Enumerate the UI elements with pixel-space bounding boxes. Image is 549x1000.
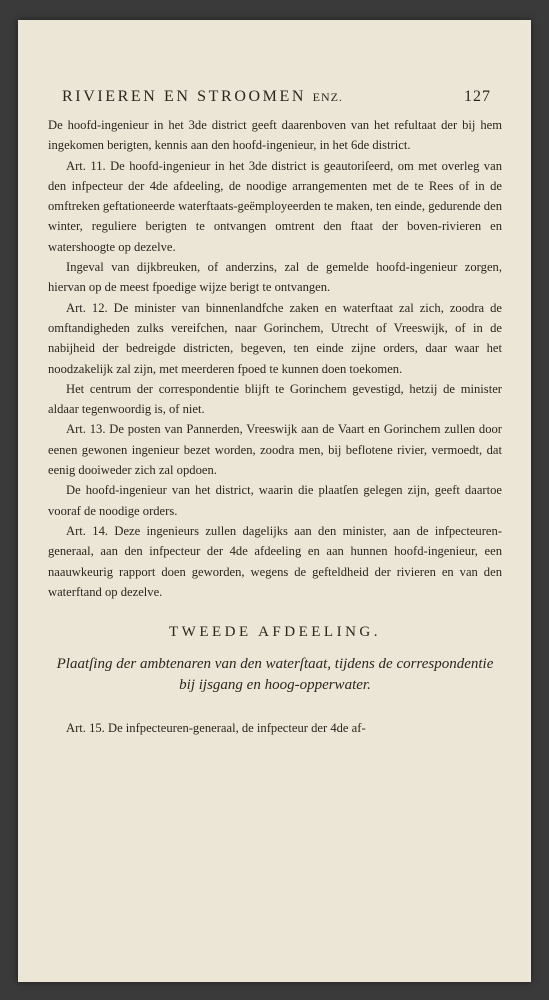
- section-subtitle: Plaatſing der ambtenaren van den waterſtaat, tijdens de correspondentie bij ijsgang en hoog-opperwater.: [56, 656, 494, 694]
- running-title-suffix: ENZ.: [312, 90, 343, 104]
- running-title: RIVIEREN EN STROOMEN: [62, 88, 306, 105]
- book-page: [18, 20, 531, 982]
- paragraph-3: Ingeval van dijkbreuken, of anderzins, zal de gemelde hoofd-ingenieur zorgen, hiervan op de meest fpoedige wijze berigt te ontvangen.: [48, 260, 502, 295]
- paragraph-art-11: Art. 11. De hoofd-ingenieur in het 3de district is geautoriſeerd, om met overleg van den infpecteur der 4de afdeeling, de noodige arrangementen met de te Rees of in de omftreken geftationeerde waterftaats-geëmployeerden te maken, ten einde, gedurende den winter, reguliere berigten te ontvangen omtrent den ftaat der boven-rivieren en watershoogte op dezelve.: [48, 158, 502, 254]
- paragraph-1: De hoofd-ingenieur in het 3de district geeft daarenboven van het refultaat der bij hem ingekomen berigten, kennis aan den hoofd-ingenieur, in het 6de district.: [48, 118, 502, 153]
- body-text: [48, 115, 502, 739]
- paragraph-art-15: Art. 15. De infpecteuren-generaal, de infpecteur der 4de af-: [66, 721, 366, 736]
- paragraph-art-12: Art. 12. De minister van binnenlandfche zaken en waterftaat zal zich, zoodra de omftandigheden zulks vereifchen, naar Gorinchem, Utrecht of Vreeswijk, of in de nabijheid der bedreigde districten, begeven, ten einde zijne orders, daar waar het noodzakelijk zal zijn, met meerderen fpoed te kunnen doen toekomen.: [48, 300, 502, 376]
- page-number: 127: [464, 88, 491, 105]
- paragraph-7: De hoofd-ingenieur van het district, waarin die plaatſen gelegen zijn, geeft daartoe vooraf de noodige orders.: [48, 483, 502, 518]
- paragraph-5: Het centrum der correspondentie blijft te Gorinchem gevestigd, hetzij de minister aldaar tegenwoordig is, of niet.: [48, 381, 502, 417]
- paragraph-art-13: Art. 13. De posten van Pannerden, Vreeswijk aan de Vaart en Gorinchem zullen door eenen gewonen ingenieur bezet worden, zoodra men, bij beflotene rivier, vermoedt, dat eenig dooiweder zich zal opdoen.: [48, 422, 502, 478]
- running-head: [62, 88, 491, 106]
- section-title: TWEEDE AFDEELING.: [169, 624, 381, 641]
- paragraph-art-14: Art. 14. Deze ingenieurs zullen dagelijks aan den minister, aan de infpecteuren-generaal, aan den infpecteur der 4de afdeeling en aan hunnen hoofd-ingenieur, een naauwkeurig rapport doen geworden, wegens de gefteldheid der rivieren en van den waterftand op dezelve.: [48, 523, 502, 599]
